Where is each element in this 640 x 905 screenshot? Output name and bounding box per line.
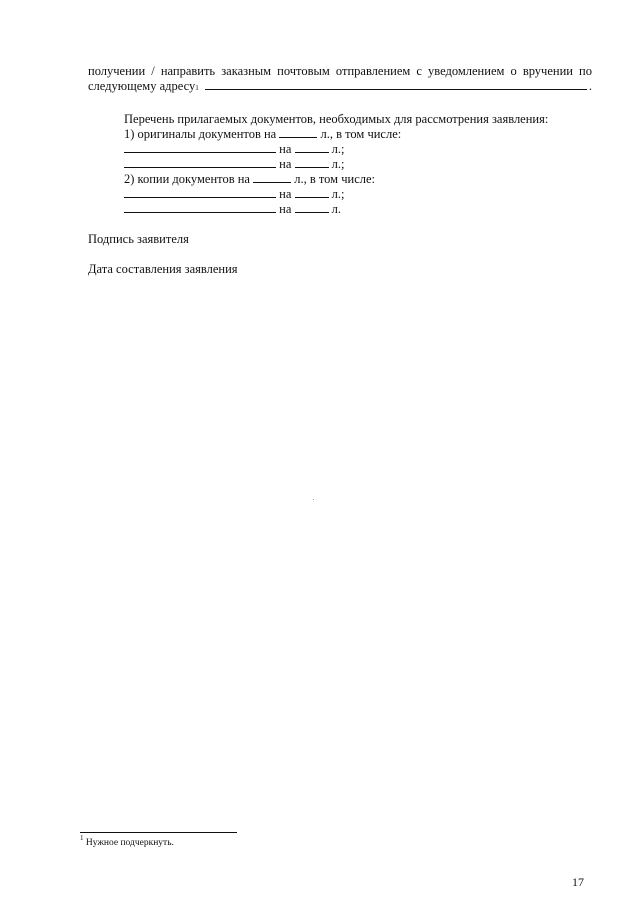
delivery-word: по xyxy=(579,64,592,78)
copies-line xyxy=(124,172,548,187)
copies-pages-blank xyxy=(253,173,291,183)
pages-unit: л. xyxy=(331,202,341,216)
footnote-text: Нужное подчеркнуть. xyxy=(85,838,174,848)
copies-prefix: 2) копии документов на xyxy=(124,172,250,186)
copies-item xyxy=(124,187,548,202)
delivery-word: / xyxy=(151,64,155,78)
originals-pages-blank xyxy=(279,128,317,138)
pages-blank xyxy=(295,203,329,213)
documents-heading: Перечень прилагаемых документов, необходимых для рассмотрения заявления: xyxy=(124,112,549,126)
delivery-word: получении xyxy=(88,64,146,78)
document-name-blank xyxy=(124,158,276,168)
footnote-mark: 1 xyxy=(80,834,84,842)
attached-documents-list xyxy=(124,112,548,217)
delivery-word: почтовым xyxy=(277,64,330,78)
delivery-word: направить xyxy=(160,64,216,78)
originals-item xyxy=(124,142,548,157)
delivery-word: с xyxy=(416,64,422,78)
delivery-word: вручении xyxy=(522,64,573,78)
signature-label: Подпись заявителя xyxy=(88,232,189,246)
delivery-word: уведомлением xyxy=(428,64,505,78)
pages-unit: л.; xyxy=(331,187,345,201)
delivery-word: отправлением xyxy=(335,64,411,78)
originals-item xyxy=(124,157,548,172)
on-label: на xyxy=(279,157,292,171)
copies-item xyxy=(124,202,548,217)
pages-blank xyxy=(295,143,329,153)
address-label: следующему адресу xyxy=(88,79,196,93)
delivery-paragraph xyxy=(88,64,592,94)
document-name-blank xyxy=(124,203,276,213)
pages-unit: л.; xyxy=(331,157,345,171)
pages-blank xyxy=(295,158,329,168)
originals-line xyxy=(124,127,548,142)
delivery-word: заказным xyxy=(221,64,272,78)
on-label: на xyxy=(279,187,292,201)
pages-blank xyxy=(295,188,329,198)
address-end: . xyxy=(588,79,592,93)
on-label: на xyxy=(279,142,292,156)
page-number: 17 xyxy=(572,875,584,889)
scan-speck xyxy=(313,499,314,500)
address-blank xyxy=(205,88,587,90)
footnote-separator xyxy=(80,832,237,833)
document-name-blank xyxy=(124,188,276,198)
document-name-blank xyxy=(124,143,276,153)
originals-prefix: 1) оригиналы документов на xyxy=(124,127,277,141)
pages-unit: л.; xyxy=(331,142,345,156)
originals-suffix: л., в том числе: xyxy=(320,127,402,141)
copies-suffix: л., в том числе: xyxy=(294,172,376,186)
on-label: на xyxy=(279,202,292,216)
footnote xyxy=(80,834,174,848)
delivery-line-1 xyxy=(88,64,592,79)
delivery-word: о xyxy=(510,64,517,78)
date-label: Дата составления заявления xyxy=(88,262,238,276)
delivery-line-2: следующему адресу 1 . xyxy=(88,79,592,93)
